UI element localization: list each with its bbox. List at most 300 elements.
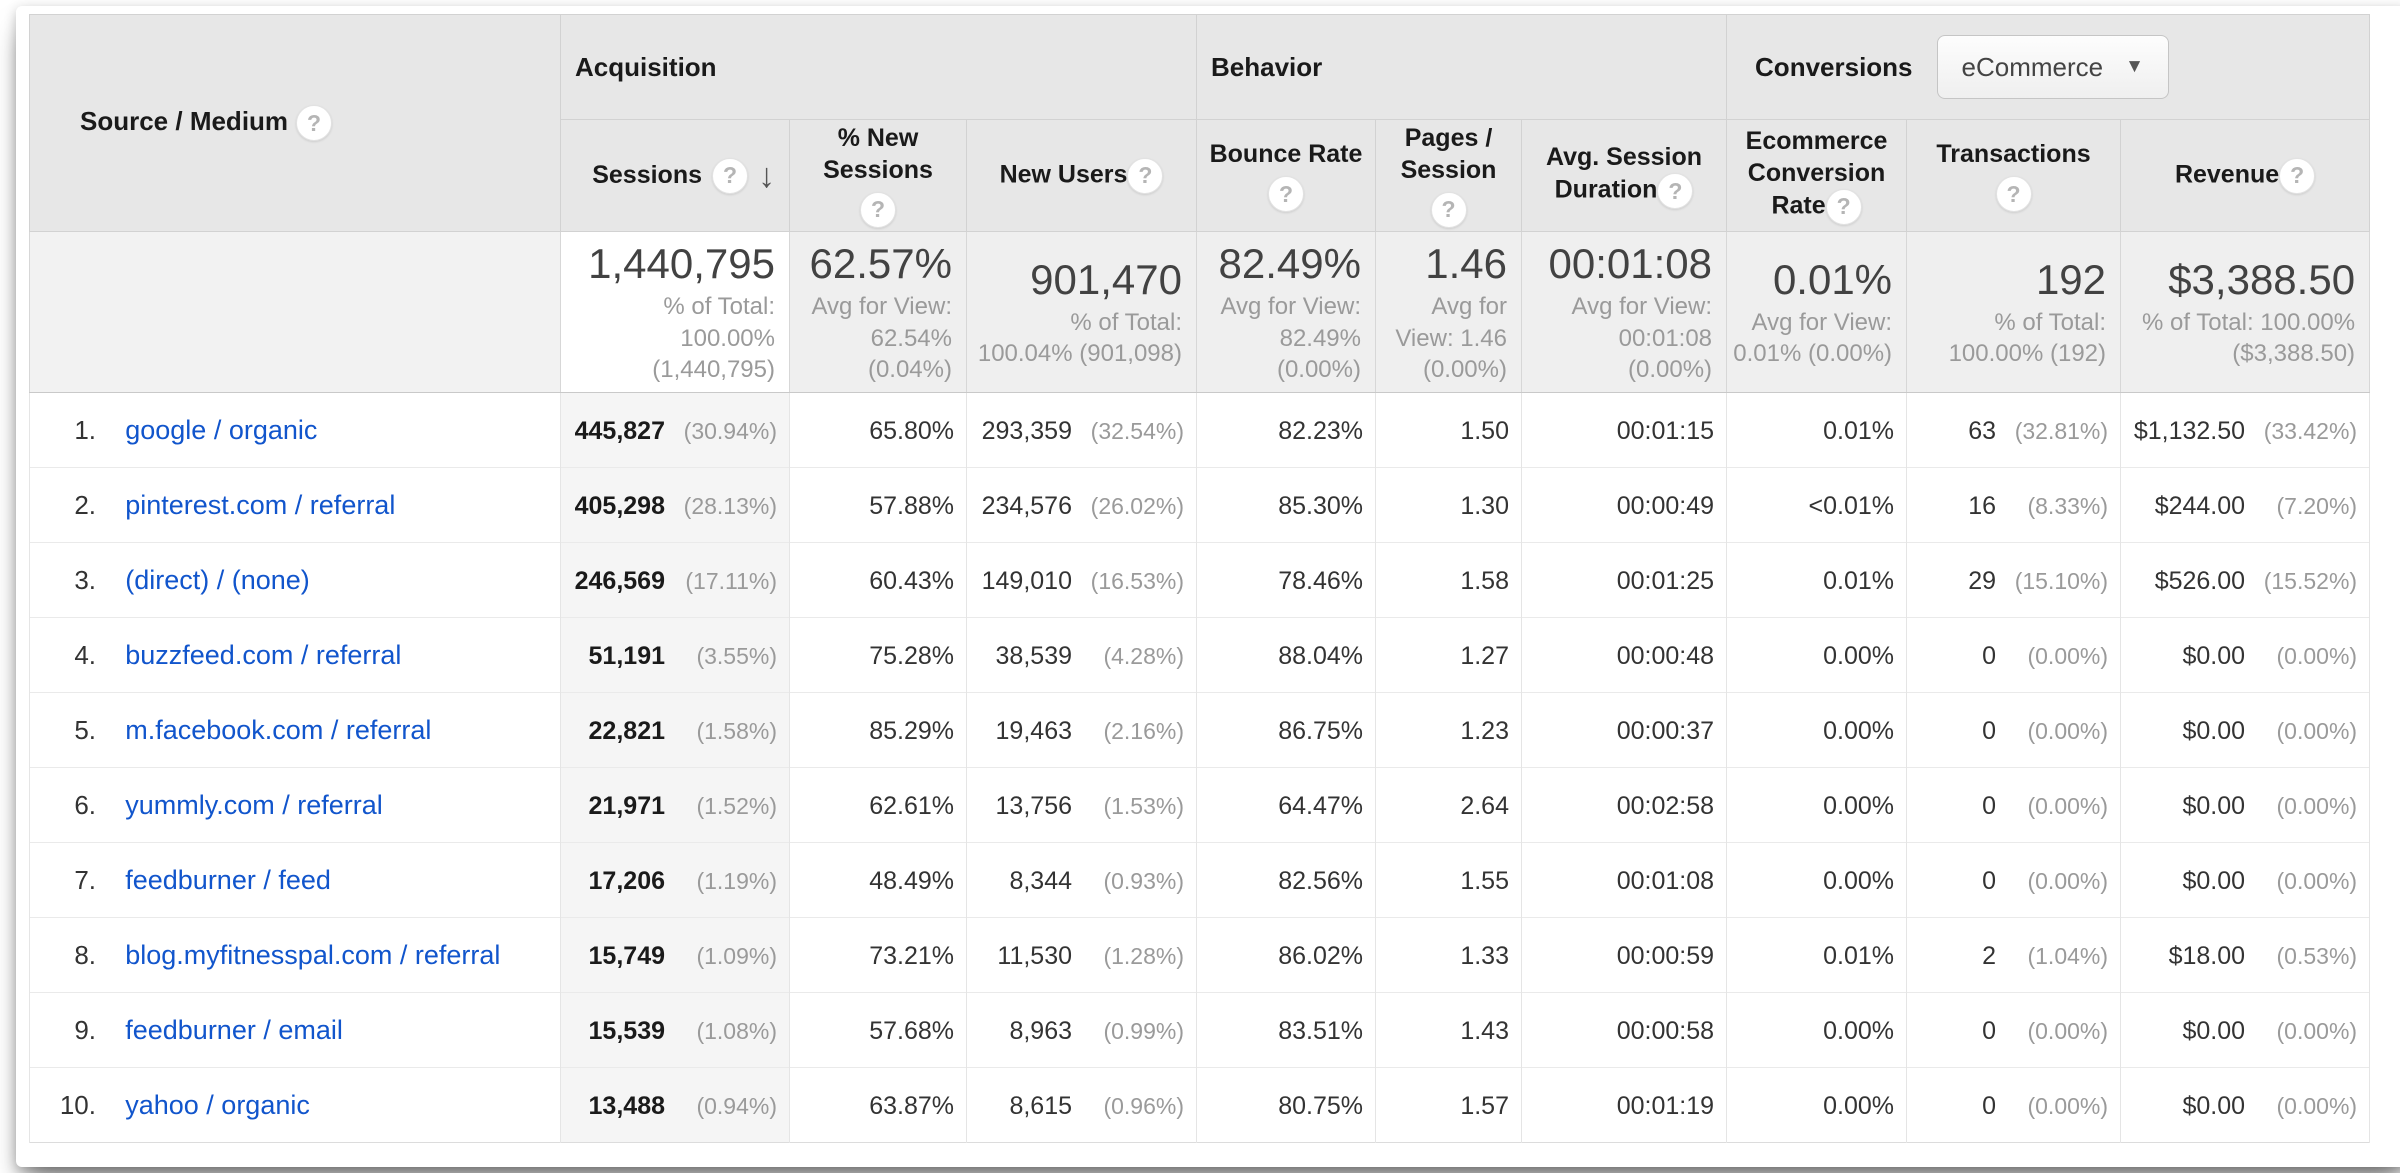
ecommerce-rate-cell	[1727, 543, 1907, 618]
new-users-percent: (1.28%)	[1103, 942, 1184, 969]
new-users-cell	[967, 618, 1197, 693]
transactions-percent: (1.04%)	[2027, 942, 2109, 969]
source-medium-link[interactable]: m.facebook.com / referral	[125, 714, 432, 745]
new-users-value: 11,530	[997, 941, 1072, 970]
group-header-conversions	[1727, 15, 2370, 120]
bounce-rate-value: 82.23%	[1278, 416, 1363, 445]
source-cell	[30, 1068, 561, 1143]
help-icon[interactable]: ?	[2279, 158, 2315, 194]
revenue-cell	[2121, 918, 2370, 993]
ecommerce-rate-cell	[1727, 468, 1907, 543]
summary-pages-session-cell	[1376, 232, 1522, 393]
sessions-percent: (30.94%)	[683, 417, 777, 444]
sessions-value: 21,971	[588, 791, 665, 820]
new-users-value: 38,539	[995, 641, 1072, 670]
avg-duration-cell	[1522, 843, 1727, 918]
ecommerce-rate-value: 0.00%	[1823, 1016, 1895, 1045]
new-users-value: 8,615	[1009, 1091, 1072, 1120]
row-rank: 8.	[74, 939, 96, 970]
summary-value: 82.49%	[1218, 240, 1361, 288]
revenue-value: $18.00	[2168, 941, 2246, 970]
new-users-value: 13,756	[995, 791, 1072, 820]
summary-value: 1,440,795	[588, 240, 775, 288]
sessions-value: 13,488	[588, 1091, 665, 1120]
ecommerce-rate-value: 0.00%	[1823, 716, 1895, 745]
summary-note: Avg for View: 0.01% (0.00%)	[1733, 309, 1893, 368]
pages-session-cell	[1376, 843, 1522, 918]
source-medium-link[interactable]: feedburner / feed	[125, 864, 331, 895]
help-icon[interactable]: ?	[1268, 176, 1304, 212]
new-users-cell	[967, 918, 1197, 993]
bounce-rate-cell	[1197, 1068, 1376, 1143]
table-row	[30, 918, 2370, 993]
revenue-value: $1,132.50	[2133, 416, 2246, 445]
new-users-cell	[967, 693, 1197, 768]
revenue-value: $0.00	[2182, 791, 2246, 820]
revenue-cell	[2121, 843, 2370, 918]
column-header-transactions[interactable]	[1907, 120, 2121, 232]
new-users-cell	[967, 468, 1197, 543]
revenue-value: $0.00	[2182, 641, 2246, 670]
new-sessions-cell	[790, 468, 967, 543]
bounce-rate-value: 88.04%	[1278, 641, 1363, 670]
sessions-cell	[561, 543, 790, 618]
revenue-cell	[2121, 543, 2370, 618]
summary-new-users-cell	[967, 232, 1197, 393]
revenue-value: $0.00	[2182, 1016, 2246, 1045]
new-users-percent: (0.93%)	[1103, 867, 1184, 894]
new-users-percent: (26.02%)	[1090, 492, 1184, 519]
new-sessions-cell	[790, 918, 967, 993]
sessions-percent: (1.19%)	[696, 867, 777, 894]
ecommerce-rate-cell	[1727, 768, 1907, 843]
bounce-rate-cell	[1197, 768, 1376, 843]
sessions-cell	[561, 693, 790, 768]
new-sessions-value: 85.29%	[869, 716, 954, 745]
sessions-value: 445,827	[574, 416, 665, 445]
avg-duration-value: 00:00:58	[1616, 1016, 1715, 1045]
source-medium-report-table	[29, 14, 2370, 1143]
avg-duration-cell	[1522, 693, 1727, 768]
revenue-cell	[2121, 393, 2370, 468]
transactions-value: 0	[1982, 1091, 1997, 1120]
new-sessions-value: 62.61%	[869, 791, 954, 820]
summary-value: $3,388.50	[2168, 255, 2356, 303]
row-rank: 2.	[74, 489, 96, 520]
ecommerce-rate-value: 0.01%	[1823, 941, 1895, 970]
avg-duration-cell	[1522, 768, 1727, 843]
behavior-label: Behavior	[1211, 51, 1323, 82]
summary-ecommerce-rate-cell	[1727, 232, 1907, 393]
row-rank: 3.	[74, 564, 96, 595]
sessions-percent: (0.94%)	[696, 1092, 777, 1119]
transactions-cell	[1907, 993, 2121, 1068]
sessions-percent: (1.08%)	[696, 1017, 777, 1044]
revenue-percent: (0.00%)	[2276, 1092, 2358, 1119]
source-cell	[30, 393, 561, 468]
summary-value: 192	[2035, 255, 2107, 303]
sessions-percent: (1.58%)	[696, 717, 777, 744]
avg-duration-cell	[1522, 1068, 1727, 1143]
source-medium-link[interactable]: feedburner / email	[125, 1014, 343, 1045]
bounce-rate-value: 86.02%	[1278, 941, 1363, 970]
transactions-cell	[1907, 918, 2121, 993]
summary-value: 62.57%	[809, 240, 952, 288]
ecommerce-rate-value: 0.00%	[1823, 866, 1895, 895]
conversions-dropdown-value: eCommerce	[1961, 51, 2104, 82]
bounce-rate-value: 82.56%	[1278, 866, 1363, 895]
summary-value: 00:01:08	[1548, 240, 1713, 288]
report-card	[16, 6, 2400, 1167]
new-users-percent: (1.53%)	[1103, 792, 1184, 819]
pages-session-value: 1.58	[1460, 566, 1509, 595]
new-sessions-value: 60.43%	[869, 566, 954, 595]
summary-avg-duration-cell	[1522, 232, 1727, 393]
summary-transactions-cell	[1907, 232, 2121, 393]
help-icon[interactable]: ?	[1657, 173, 1693, 209]
pages-session-cell	[1376, 543, 1522, 618]
sessions-header-label: Sessions	[592, 160, 702, 189]
transactions-cell	[1907, 618, 2121, 693]
bounce-rate-value: 78.46%	[1278, 566, 1363, 595]
transactions-percent: (0.00%)	[2027, 642, 2109, 669]
revenue-percent: (0.00%)	[2276, 642, 2358, 669]
row-rank: 5.	[74, 714, 96, 745]
source-cell	[30, 693, 561, 768]
pages-session-cell	[1376, 618, 1522, 693]
transactions-header-label: Transactions	[1936, 139, 2091, 168]
new-users-value: 8,344	[1009, 866, 1072, 895]
revenue-cell	[2121, 993, 2370, 1068]
pages-session-value: 1.55	[1460, 866, 1509, 895]
summary-new-sessions-cell	[790, 232, 967, 393]
help-icon[interactable]: ?	[712, 158, 748, 194]
transactions-value: 0	[1982, 1016, 1997, 1045]
new-users-cell	[967, 993, 1197, 1068]
transactions-cell	[1907, 843, 2121, 918]
summary-revenue-cell	[2121, 232, 2370, 393]
sessions-percent: (1.52%)	[696, 792, 777, 819]
summary-note: Avg for View: 82.49% (0.00%)	[1220, 293, 1361, 383]
new-sessions-value: 63.87%	[869, 1091, 954, 1120]
help-icon[interactable]: ?	[296, 105, 332, 141]
new-sessions-cell	[790, 843, 967, 918]
group-header-behavior	[1197, 15, 1727, 120]
transactions-percent: (0.00%)	[2027, 867, 2109, 894]
pages-session-value: 1.57	[1460, 1091, 1509, 1120]
source-cell	[30, 843, 561, 918]
avg-duration-cell	[1522, 993, 1727, 1068]
source-cell	[30, 768, 561, 843]
new-sessions-cell	[790, 693, 967, 768]
sessions-cell	[561, 618, 790, 693]
new-sessions-value: 57.88%	[869, 491, 954, 520]
transactions-cell	[1907, 543, 2121, 618]
revenue-value: $244.00	[2154, 491, 2246, 520]
transactions-value: 0	[1982, 791, 1997, 820]
column-header-sessions[interactable]	[561, 120, 790, 232]
ecommerce-rate-value: 0.01%	[1823, 416, 1895, 445]
revenue-cell	[2121, 618, 2370, 693]
source-medium-link[interactable]: (direct) / (none)	[125, 564, 310, 595]
source-cell	[30, 918, 561, 993]
new-users-percent: (4.28%)	[1103, 642, 1184, 669]
table-row	[30, 1068, 2370, 1143]
transactions-value: 16	[1968, 491, 1997, 520]
summary-note: Avg for View: 62.54% (0.04%)	[811, 293, 952, 383]
ecommerce-conversion-rate-header-label: Ecommerce Conversion Rate	[1745, 127, 1888, 220]
table-row	[30, 543, 2370, 618]
table-row	[30, 693, 2370, 768]
sessions-value: 17,206	[588, 866, 665, 895]
pages-session-cell	[1376, 768, 1522, 843]
column-header-ecommerce-conversion-rate[interactable]	[1727, 120, 1907, 232]
source-cell	[30, 543, 561, 618]
new-sessions-value: 73.21%	[869, 941, 954, 970]
new-sessions-value: 65.80%	[869, 416, 954, 445]
column-header-new-users[interactable]	[967, 120, 1197, 232]
pages-session-value: 1.30	[1460, 491, 1509, 520]
new-users-percent: (0.96%)	[1103, 1092, 1184, 1119]
conversions-label: Conversions	[1755, 51, 1913, 82]
table-row	[30, 843, 2370, 918]
row-rank: 4.	[74, 639, 96, 670]
ecommerce-rate-value: <0.01%	[1808, 491, 1895, 520]
avg-duration-cell	[1522, 393, 1727, 468]
row-rank: 6.	[74, 789, 96, 820]
sessions-value: 51,191	[588, 641, 665, 670]
acquisition-label: Acquisition	[575, 51, 717, 82]
pages-session-cell	[1376, 393, 1522, 468]
summary-row	[30, 232, 2370, 393]
source-cell	[30, 618, 561, 693]
new-users-percent: (32.54%)	[1090, 417, 1184, 444]
sessions-percent: (1.09%)	[696, 942, 777, 969]
new-sessions-value: 57.68%	[869, 1016, 954, 1045]
bounce-rate-value: 86.75%	[1278, 716, 1363, 745]
new-users-percent: (0.99%)	[1103, 1017, 1184, 1044]
pages-session-cell	[1376, 1068, 1522, 1143]
sessions-value: 15,539	[588, 1016, 665, 1045]
sessions-percent: (17.11%)	[685, 567, 777, 594]
avg-duration-value: 00:01:19	[1616, 1091, 1715, 1120]
summary-note: % of Total: 100.04% (901,098)	[977, 309, 1182, 368]
conversions-goal-dropdown[interactable]	[1937, 35, 2169, 99]
sort-descending-icon: ↓	[758, 156, 775, 195]
revenue-percent: (0.00%)	[2276, 717, 2358, 744]
summary-note: % of Total: 100.00% (1,440,795)	[652, 293, 775, 383]
transactions-cell	[1907, 393, 2121, 468]
bounce-rate-value: 80.75%	[1278, 1091, 1363, 1120]
row-rank: 1.	[74, 414, 96, 445]
new-sessions-cell	[790, 393, 967, 468]
help-icon[interactable]: ?	[1127, 158, 1163, 194]
bounce-rate-value: 64.47%	[1278, 791, 1363, 820]
column-header-bounce-rate[interactable]	[1197, 120, 1376, 232]
table-row	[30, 993, 2370, 1068]
new-users-cell	[967, 393, 1197, 468]
avg-duration-value: 00:01:15	[1616, 416, 1715, 445]
source-cell	[30, 993, 561, 1068]
table-row	[30, 768, 2370, 843]
row-rank: 7.	[74, 864, 96, 895]
summary-note: Avg for View: 00:01:08 (0.00%)	[1571, 293, 1713, 383]
sessions-cell	[561, 993, 790, 1068]
ecommerce-rate-value: 0.00%	[1823, 1091, 1895, 1120]
bounce-rate-cell	[1197, 543, 1376, 618]
pages-session-cell	[1376, 993, 1522, 1068]
revenue-percent: (0.53%)	[2276, 942, 2358, 969]
new-users-cell	[967, 1068, 1197, 1143]
bounce-rate-cell	[1197, 693, 1376, 768]
revenue-cell	[2121, 693, 2370, 768]
summary-value: 0.01%	[1772, 255, 1893, 303]
ecommerce-rate-value: 0.00%	[1823, 791, 1895, 820]
revenue-cell	[2121, 768, 2370, 843]
avg-duration-value: 00:02:58	[1616, 791, 1715, 820]
bounce-rate-cell	[1197, 843, 1376, 918]
ecommerce-rate-value: 0.00%	[1823, 641, 1895, 670]
help-icon[interactable]: ?	[1826, 189, 1862, 225]
new-users-cell	[967, 768, 1197, 843]
ecommerce-rate-cell	[1727, 618, 1907, 693]
avg-duration-value: 00:00:48	[1616, 641, 1715, 670]
bounce-rate-cell	[1197, 393, 1376, 468]
revenue-cell	[2121, 468, 2370, 543]
new-users-percent: (16.53%)	[1090, 567, 1184, 594]
revenue-percent: (0.00%)	[2276, 867, 2358, 894]
source-medium-link[interactable]: pinterest.com / referral	[125, 489, 396, 520]
avg-duration-value: 00:00:37	[1616, 716, 1715, 745]
source-medium-link[interactable]: buzzfeed.com / referral	[125, 639, 402, 670]
column-header-source-medium[interactable]	[30, 15, 561, 232]
sessions-cell	[561, 1068, 790, 1143]
pages-session-cell	[1376, 918, 1522, 993]
ecommerce-rate-cell	[1727, 843, 1907, 918]
sessions-cell	[561, 393, 790, 468]
new-sessions-cell	[790, 543, 967, 618]
new-users-cell	[967, 543, 1197, 618]
new-users-value: 234,576	[981, 491, 1072, 520]
summary-bounce-rate-cell	[1197, 232, 1376, 393]
transactions-value: 0	[1982, 716, 1997, 745]
pages-session-value: 1.33	[1460, 941, 1509, 970]
help-icon[interactable]: ?	[1996, 176, 2032, 212]
pages-session-cell	[1376, 468, 1522, 543]
help-icon[interactable]: ?	[860, 192, 896, 228]
row-rank: 10.	[59, 1089, 96, 1120]
transactions-percent: (0.00%)	[2027, 1017, 2109, 1044]
revenue-value: $0.00	[2182, 716, 2246, 745]
pages-session-header-label: Pages / Session	[1400, 124, 1497, 184]
table-body	[30, 232, 2370, 1143]
summary-value: 1.46	[1425, 240, 1507, 288]
avg-duration-cell	[1522, 918, 1727, 993]
table-header	[30, 15, 2370, 232]
revenue-percent: (0.00%)	[2276, 792, 2358, 819]
row-rank: 9.	[74, 1014, 96, 1045]
new-sessions-cell	[790, 993, 967, 1068]
column-header-avg-session-duration[interactable]	[1522, 120, 1727, 232]
source-medium-link[interactable]: yummly.com / referral	[125, 789, 383, 820]
table-row	[30, 618, 2370, 693]
transactions-value: 2	[1982, 941, 1997, 970]
new-sessions-header-label: % New Sessions	[823, 124, 933, 184]
transactions-value: 0	[1982, 641, 1997, 670]
sessions-percent: (3.55%)	[696, 642, 777, 669]
new-users-value: 293,359	[981, 416, 1072, 445]
avg-duration-value: 00:00:59	[1616, 941, 1715, 970]
summary-note: Avg for View: 1.46 (0.00%)	[1395, 293, 1507, 383]
new-sessions-cell	[790, 618, 967, 693]
transactions-cell	[1907, 768, 2121, 843]
pages-session-value: 1.23	[1460, 716, 1509, 745]
summary-note: % of Total: 100.00% ($3,388.50)	[2142, 309, 2356, 368]
source-medium-link[interactable]: google / organic	[125, 414, 318, 445]
ecommerce-rate-cell	[1727, 918, 1907, 993]
new-users-percent: (2.16%)	[1103, 717, 1184, 744]
column-header-new-sessions[interactable]	[790, 120, 967, 232]
new-users-value: 19,463	[995, 716, 1072, 745]
column-header-pages-session[interactable]	[1376, 120, 1522, 232]
avg-duration-cell	[1522, 543, 1727, 618]
new-sessions-cell	[790, 768, 967, 843]
sessions-value: 22,821	[588, 716, 665, 745]
revenue-header-label: Revenue	[2174, 160, 2280, 189]
revenue-percent: (0.00%)	[2276, 1017, 2358, 1044]
revenue-percent: (7.20%)	[2276, 492, 2358, 519]
ecommerce-rate-cell	[1727, 693, 1907, 768]
pages-session-value: 1.50	[1460, 416, 1509, 445]
bounce-rate-header-label: Bounce Rate	[1209, 139, 1363, 168]
table-row	[30, 393, 2370, 468]
sessions-value: 405,298	[574, 491, 665, 520]
chevron-down-icon: ▼	[2125, 56, 2144, 77]
summary-note: % of Total: 100.00% (192)	[1948, 309, 2107, 368]
sessions-value: 246,569	[574, 566, 665, 595]
sessions-cell	[561, 843, 790, 918]
source-medium-link[interactable]: blog.myfitnesspal.com / referral	[125, 939, 501, 970]
source-medium-link[interactable]: yahoo / organic	[125, 1089, 310, 1120]
help-icon[interactable]: ?	[1431, 192, 1467, 228]
transactions-percent: (15.10%)	[2014, 567, 2109, 594]
group-header-acquisition	[561, 15, 1197, 120]
transactions-cell	[1907, 1068, 2121, 1143]
new-users-cell	[967, 843, 1197, 918]
revenue-percent: (15.52%)	[2263, 567, 2358, 594]
bounce-rate-cell	[1197, 993, 1376, 1068]
transactions-percent: (0.00%)	[2027, 1092, 2109, 1119]
pages-session-value: 2.64	[1460, 791, 1509, 820]
transactions-percent: (8.33%)	[2027, 492, 2109, 519]
column-header-revenue[interactable]	[2121, 120, 2370, 232]
ecommerce-rate-cell	[1727, 393, 1907, 468]
pages-session-value: 1.27	[1460, 641, 1509, 670]
new-users-value: 8,963	[1009, 1016, 1072, 1045]
pages-session-value: 1.43	[1460, 1016, 1509, 1045]
bounce-rate-cell	[1197, 918, 1376, 993]
transactions-value: 29	[1968, 566, 1997, 595]
ecommerce-rate-cell	[1727, 1068, 1907, 1143]
new-sessions-cell	[790, 1068, 967, 1143]
new-users-value: 149,010	[981, 566, 1072, 595]
transactions-cell	[1907, 468, 2121, 543]
transactions-percent: (0.00%)	[2027, 717, 2109, 744]
sessions-cell	[561, 918, 790, 993]
bounce-rate-cell	[1197, 618, 1376, 693]
revenue-value: $0.00	[2182, 866, 2246, 895]
sessions-value: 15,749	[588, 941, 665, 970]
